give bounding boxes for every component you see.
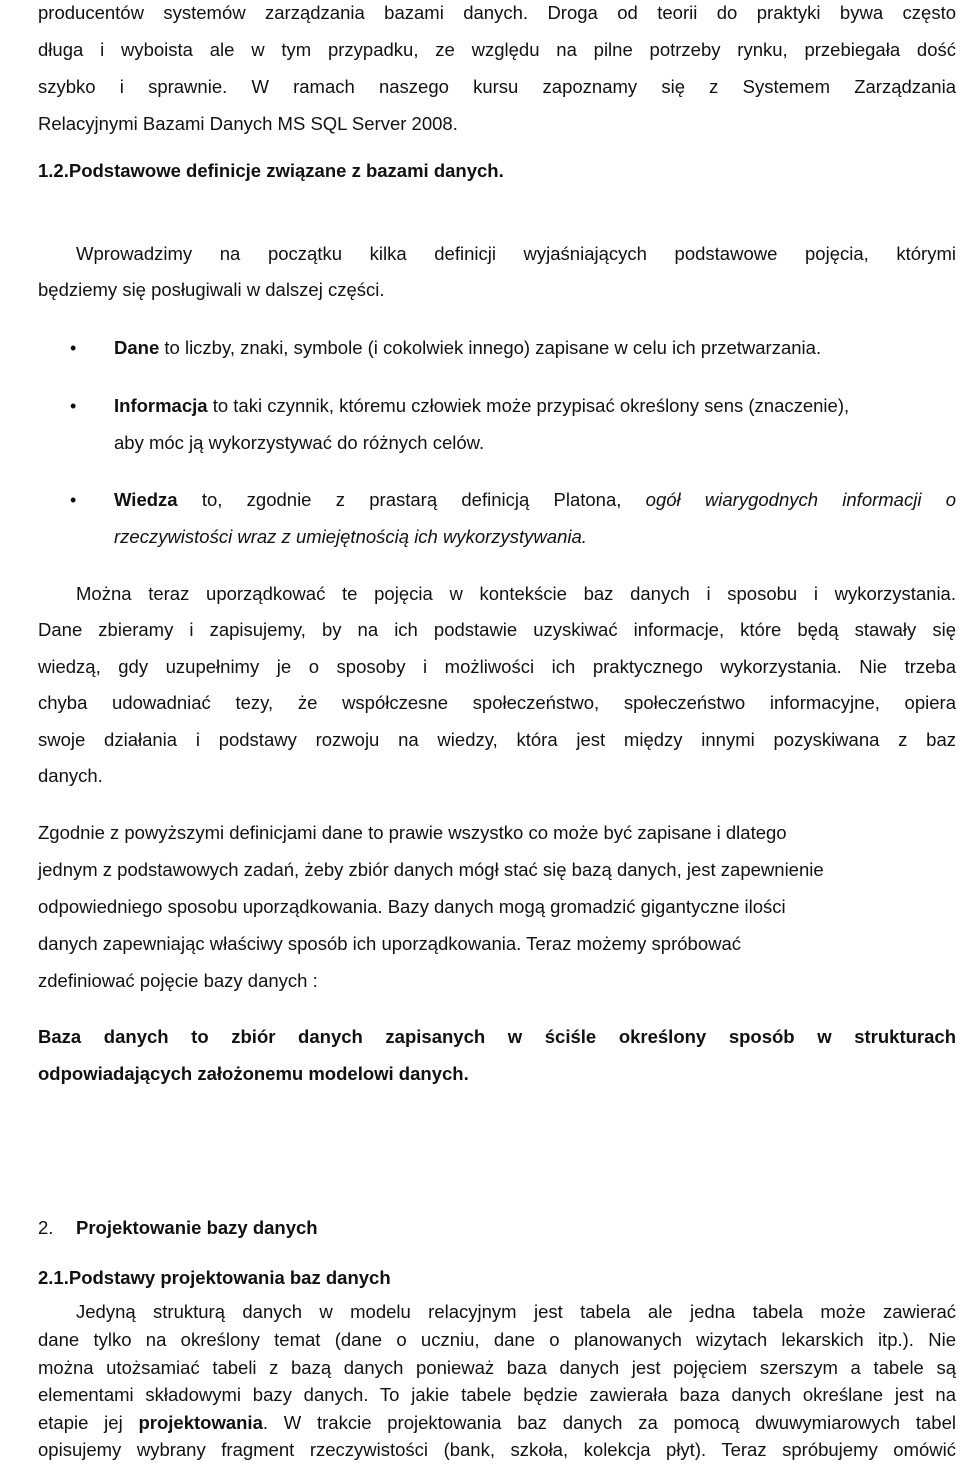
definition-dane: to liczby, znaki, symbole (i cokolwiek innego) zapisane w celu ich przetwarzania. bbox=[159, 337, 822, 358]
definition-wiedza-quote-cont: rzeczywistości wraz z umiejętnością ich wykorzystywania. bbox=[114, 525, 587, 547]
definition-informacja: to taki czynnik, któremu człowiek może przypisać określony sens (znaczenie), bbox=[207, 395, 850, 416]
section-heading-2-1: 2.1.Podstawy projektowania baz danych bbox=[38, 1267, 391, 1288]
paragraph-line: zdefiniować pojęcie bazy danych : bbox=[38, 970, 318, 991]
paragraph-text: etapie jej bbox=[38, 1411, 139, 1433]
bullet-marker: • bbox=[70, 490, 77, 510]
paragraph-line: danych. bbox=[38, 765, 103, 786]
definition-informacja-cont: aby móc ją wykorzystywać do różnych celów. bbox=[114, 431, 485, 453]
intro-line: szybko i sprawnie. W ramach naszego kursu zapoznamy się z Systemem Zarządzania bbox=[38, 76, 956, 97]
bullet-wiedza bbox=[114, 482, 956, 555]
bullet-marker: • bbox=[70, 338, 77, 358]
definitions-intro-line: będziemy się posługiwali w dalszej części. bbox=[38, 279, 385, 300]
paragraph-line: odpowiedniego sposobu uporządkowania. Bazy danych mogą gromadzić gigantyczne ilości bbox=[38, 896, 786, 917]
definition-line: Baza danych to zbiór danych zapisanych w ściśle określony sposób w strukturach bbox=[38, 1026, 956, 1047]
definitions-intro-line: Wprowadzimy na początku kilka definicji wyjaśniających podstawowe pojęcia, którymi bbox=[76, 243, 956, 264]
section-number-2: 2. bbox=[38, 1217, 54, 1238]
paragraph-line: dane tylko na określony temat (dane o uczniu, dane o planowanych wizytach lekarskich itp.). Nie bbox=[38, 1329, 956, 1350]
paragraph-line: danych zapewniając właściwy sposób ich uporządkowania. Teraz możemy spróbować bbox=[38, 933, 742, 954]
section-heading-1-2: 1.2.Podstawowe definicje związane z bazami danych. bbox=[38, 160, 504, 181]
term-dane: Dane bbox=[114, 337, 160, 358]
paragraph-2-1 bbox=[38, 1326, 956, 1464]
definitions-intro bbox=[76, 236, 956, 273]
paragraph-line: opisujemy wybrany fragment rzeczywistości (bank, szkoła, kolekcja płyt). Teraz spróbujemy omówić bbox=[38, 1439, 956, 1461]
paragraph-line: Zgodnie z powyższymi definicjami dane to prawie wszystko co może być zapisane i dlatego bbox=[38, 822, 787, 843]
definition-line: odpowiadających założonemu modelowi danych. bbox=[38, 1063, 469, 1084]
definition-wiedza-quote: ogół wiarygodnych informacji o bbox=[645, 489, 956, 510]
definitions-intro-cont bbox=[38, 272, 956, 309]
term-wiedza: Wiedza bbox=[114, 489, 178, 510]
paragraph-line: wiedzą, gdy uzupełnimy je o sposoby i możliwości ich praktycznego wykorzystania. Nie trzeba bbox=[38, 655, 956, 677]
paragraph-zgodnie bbox=[38, 814, 956, 999]
intro-line: Relacyjnymi Bazami Danych MS SQL Server 2008. bbox=[38, 113, 458, 134]
term-projektowania: projektowania bbox=[138, 1411, 263, 1433]
paragraph-line: chyba udowadniać tezy, że współczesne społeczeństwo, społeczeństwo informacyjne, opiera bbox=[38, 692, 956, 713]
bullet-dane bbox=[114, 330, 956, 367]
intro-line: producentów systemów zarządzania bazami danych. Droga od teorii do praktyki bywa często bbox=[38, 2, 956, 23]
section-heading-2: Projektowanie bazy danych bbox=[76, 1217, 318, 1238]
paragraph-line: elementami składowymi bazy danych. To jakie tabele będzie zawierała baza danych określane jest na bbox=[38, 1384, 956, 1406]
database-definition bbox=[38, 1018, 956, 1092]
intro-line: długa i wyboista ale w tym przypadku, ze względu na pilne potrzeby rynku, przebiegała dość bbox=[38, 39, 956, 60]
term-informacja: Informacja bbox=[114, 395, 208, 416]
paragraph-mozna bbox=[38, 612, 956, 795]
definition-wiedza: to, zgodnie z prastarą definicją Platona, bbox=[177, 489, 646, 510]
paragraph-text: . W trakcie projektowania baz danych za pomocą dwuwymiarowych tabel bbox=[262, 1411, 956, 1433]
paragraph-line: można utożsamiać tabeli z bazą danych ponieważ baza danych jest pojęciem szerszym a tabele są bbox=[38, 1356, 956, 1378]
paragraph-line: Dane zbieramy i zapisujemy, by na ich podstawie uzyskiwać informacje, które będą stawały się bbox=[38, 619, 956, 640]
paragraph-line: swoje działania i podstawy rozwoju na wiedzy, która jest między innymi pozyskiwana z baz bbox=[38, 728, 956, 750]
intro-paragraph bbox=[38, 0, 956, 142]
paragraph-2-1-first bbox=[76, 1298, 956, 1326]
paragraph-line: Jedyną strukturą danych w modelu relacyjnym jest tabela ale jedna tabela może zawierać bbox=[76, 1301, 956, 1322]
paragraph-mozna-first bbox=[76, 576, 956, 613]
bullet-marker: • bbox=[70, 396, 77, 416]
bullet-informacja bbox=[114, 388, 956, 461]
paragraph-line: jednym z podstawowych zadań, żeby zbiór danych mógł stać się bazą danych, jest zapewnienie bbox=[38, 859, 824, 880]
paragraph-line: Można teraz uporządkować te pojęcia w kontekście baz danych i sposobu i wykorzystania. bbox=[76, 583, 956, 604]
